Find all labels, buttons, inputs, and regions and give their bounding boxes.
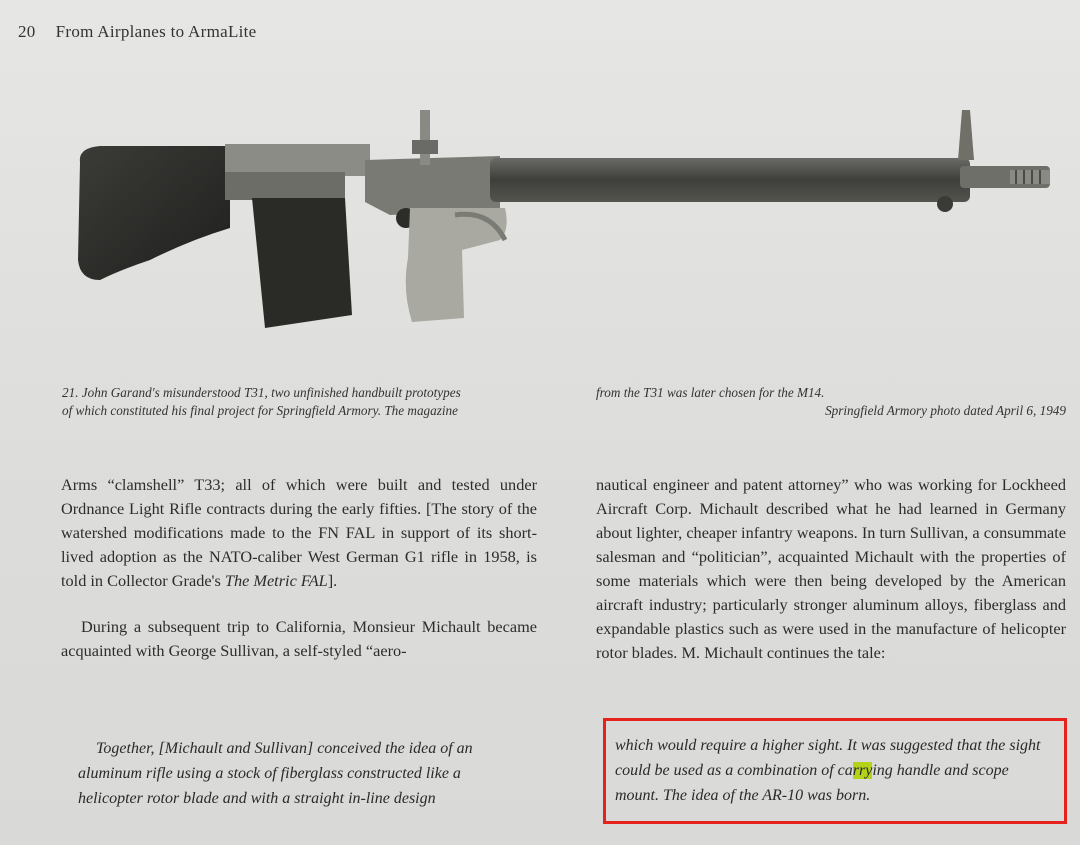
running-title: From Airplanes to ArmaLite [55,22,257,41]
book-title: The Metric FAL [224,571,328,590]
rifle-magazine [252,198,352,328]
caption-line: 21. John Garand's misunderstood T31, two unfinished handbuilt prototypes [62,385,461,400]
running-header [18,22,257,42]
photo-caption-right [596,384,1066,420]
paragraph-text: ]. [327,571,338,590]
rifle-stock [78,146,230,280]
paragraph [61,473,537,593]
paragraph: nautical engineer and patent attorney” who was working for Lockheed Aircraft Corp. Michault described what he had learned in Germany about lighter, cheaper infantry weapons. In turn Sullivan, a consummate salesman and “politician”, acquainted Michault with the properties of some materials which were then being developed by the American aircraft industry; particularly stronger aluminum alloys, fiberglass and expandable plastics such as were used in the manufacture of helicopter rotor blades. M. Michault continues the tale: [596,475,1066,662]
block-quote-left: Together, [Michault and Sullivan] conceived the idea of an aluminum rifle using a stock of fiberglass constructed like a helicopter rotor blade and with a straight in-line design [78,740,473,807]
quote-text: ing handle and scope mount. The idea of the AR-10 was born. [615,762,1009,804]
body-column-right [596,473,1066,665]
caption-line: of which constituted his final project for Springfield Armory. The magazine [62,403,458,418]
photo-credit: Springfield Armory photo dated April 6, 1949 [825,403,1066,418]
selection-box [603,718,1067,824]
paragraph: During a subsequent trip to California, Monsieur Michault became acquainted with George Sullivan, a self-styled “aero- [61,617,537,660]
paragraph-text: Arms “clamshell” T33; all of which were built and tested under Ordnance Light Rifle contracts during the early fifties. [The story of the watershed modifications made to the FN FAL in support of its short-lived adoption as the NATO-caliber West German G1 rifle in 1958, is told in Collector Grade's [61,475,537,590]
rifle-photo [60,90,1060,350]
caption-line: from the T31 was later chosen for the M14. [596,385,825,400]
text-highlight[interactable]: rry [852,762,873,779]
photo-caption-left [62,384,540,420]
rifle-barrel [490,158,970,202]
rifle-front-sight [958,110,974,160]
quote-text: which would require a higher sight. It was suggested that the sight could be used as a combination of ca [615,737,1041,779]
page-number: 20 [18,22,36,41]
body-column-left [61,473,537,663]
rifle-receiver [225,144,370,176]
